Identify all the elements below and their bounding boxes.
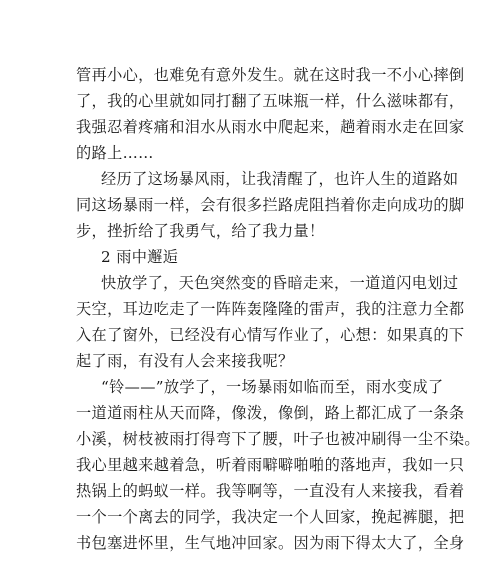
text-line: 小溪，树枝被雨打得弯下了腰，叶子也被冲刷得一尘不染。 xyxy=(76,430,480,448)
text-line: 一个一个离去的同学，我决定一个人回家，挽起裤腿，把 xyxy=(76,508,465,526)
text-line: 我强忍着疼痛和泪水从雨水中爬起来，趟着雨水走在回家 xyxy=(76,118,465,136)
text-line: 管再小心，也难免有意外发生。就在这时我一不小心摔倒 xyxy=(76,66,465,84)
text-line: 了，我的心里就如同打翻了五味瓶一样，什么滋味都有， xyxy=(76,92,465,110)
text-line: 入在了窗外，已经没有心情写作业了，心想：如果真的下 xyxy=(76,326,465,344)
text-line: 经历了这场暴风雨，让我清醒了，也许人生的道路如 xyxy=(101,170,459,188)
text-line: 天空，耳边吃走了一阵阵轰隆隆的雷声，我的注意力全都 xyxy=(76,300,465,318)
text-line: 起了雨，有没有人会来接我呢？ xyxy=(76,352,294,370)
text-line: 步，挫折给了我勇气，给了我力量！ xyxy=(76,222,325,240)
text-line: 书包塞进怀里，生气地冲回家。因为雨下得太大了，全身 xyxy=(76,534,465,552)
text-line: “铃——”放学了，一场暴雨如临而至，雨水变成了 xyxy=(101,378,444,396)
section-heading: 2 雨中邂逅 xyxy=(101,248,179,266)
text-line: 快放学了，天色突然变的昏暗走来，一道道闪电划过 xyxy=(101,274,459,292)
text-line: 我心里越来越着急，听着雨噼噼啪啪的落地声，我如一只 xyxy=(76,456,465,474)
text-line: 的路上…… xyxy=(76,144,154,162)
text-line: 一道道雨柱从天而降，像泼，像倒，路上都汇成了一条条 xyxy=(76,404,465,422)
text-line: 热锅上的蚂蚁一样。我等啊等，一直没有人来接我，看着 xyxy=(76,482,465,500)
text-line: 同这场暴雨一样，会有很多拦路虎阻挡着你走向成功的脚 xyxy=(76,196,465,214)
